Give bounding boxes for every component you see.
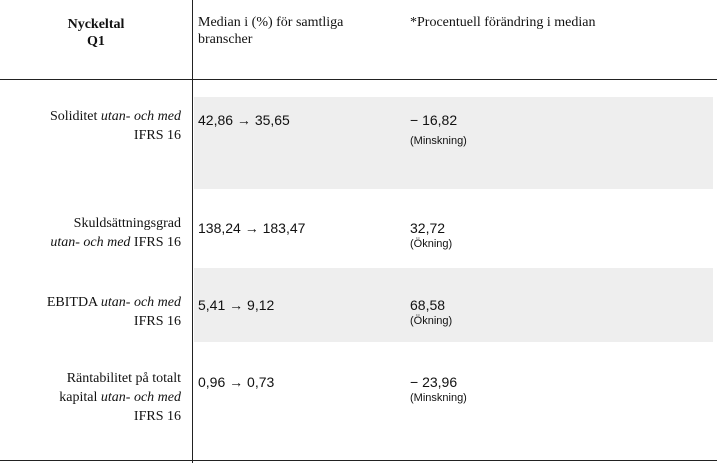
header-key-line2: Q1	[87, 34, 105, 49]
row-median-ebitda: 5,41 → 9,12	[198, 297, 275, 313]
row-change-ebitda: 68,58 (Ökning)	[410, 297, 453, 327]
header-key-line1: Nyckeltal	[67, 17, 125, 32]
header-nyckeltal	[0, 16, 192, 50]
row-change-skuldsattningsgrad: 32,72 (Ökning)	[410, 220, 453, 250]
header-bottom-rule	[0, 79, 717, 80]
header-median: Median i (%) för samtliga branscher	[198, 15, 344, 47]
row-median-skuldsattningsgrad: 138,24 → 183,47	[198, 220, 306, 236]
row-change-rantabilitet: − 23,96 (Minskning)	[410, 374, 467, 404]
row-median-rantabilitet: 0,96 → 0,73	[198, 374, 275, 390]
row-label-skuldsattningsgrad: Skuldsättningsgrad utan- och med IFRS 16	[50, 216, 181, 250]
row-label-soliditet: Soliditet utan- och med IFRS 16	[49, 109, 181, 143]
row-label-ebitda: EBITDA utan- och med IFRS 16	[46, 295, 181, 329]
column-divider	[192, 0, 193, 463]
table-bottom-rule	[0, 460, 717, 461]
header-change: *Procentuell förändring i median	[410, 15, 596, 30]
row-change-soliditet: − 16,82 (Minskning)	[410, 112, 467, 147]
row-median-soliditet: 42,86 → 35,65	[198, 112, 290, 128]
row-label-rantabilitet: Räntabilitet på totalt kapital utan- och med IFRS 16	[59, 371, 181, 424]
